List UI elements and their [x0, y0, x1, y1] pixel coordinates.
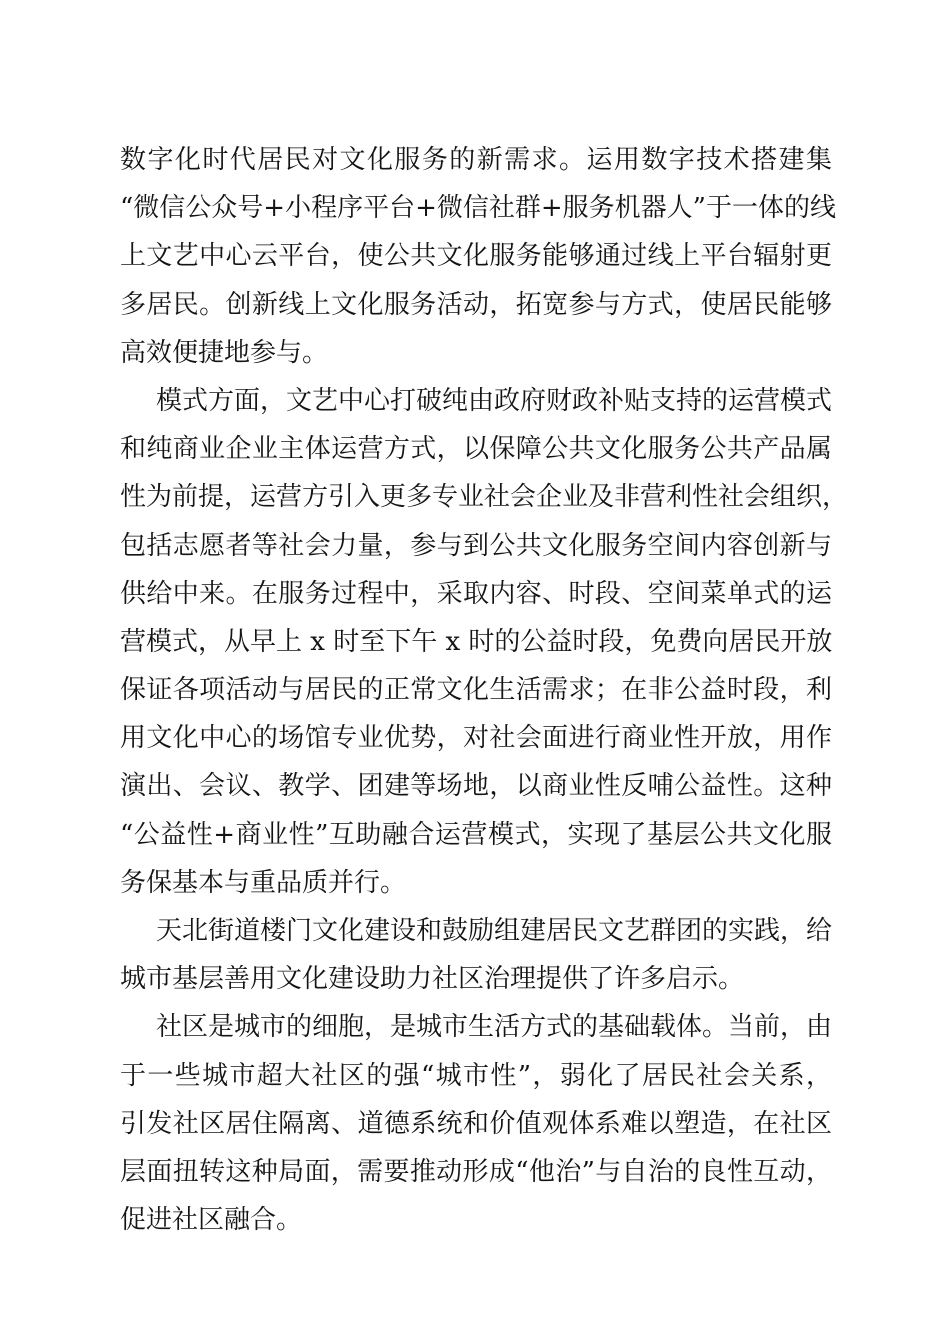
text-line: “公益性+商业性”互助融合运营模式，实现了基层公共文化服	[120, 819, 832, 850]
text-line: 促进社区融合。	[120, 1205, 303, 1236]
text-line: 上文艺中心云平台，使公共文化服务能够通过线上平台辐射更	[120, 241, 832, 272]
text-line: 数字化时代居民对文化服务的新需求。运用数字技术搭建集	[120, 145, 832, 175]
text-line: 用文化中心的场馆专业优势，对社会面进行商业性开放，用作	[120, 723, 832, 754]
paragraph	[120, 907, 832, 1003]
text-line: 和纯商业企业主体运营方式，以保障公共文化服务公共产品属	[120, 434, 832, 465]
text-line: 保证各项活动与居民的正常文化生活需求；在非公益时段，利	[120, 675, 832, 706]
text-line: 于一些城市超大社区的强“城市性”，弱化了居民社会关系，	[120, 1060, 832, 1091]
text-line: “微信公众号+小程序平台+微信社群+服务机器人”于一体的线	[120, 193, 836, 224]
document-body	[120, 136, 849, 1244]
text-line: 演出、会议、教学、团建等场地，以商业性反哺公益性。这种	[120, 771, 832, 802]
text-line: 层面扭转这种局面，需要推动形成“他治”与自治的良性互动，	[120, 1156, 832, 1187]
text-line: 引发社区居住隔离、道德系统和价值观体系难以塑造，在社区	[120, 1108, 832, 1139]
text-line: 营模式，从早上 x 时至下午 x 时的公益时段，免费向居民开放	[120, 626, 833, 657]
text-line: 供给中来。在服务过程中，采取内容、时段、空间菜单式的运	[120, 578, 832, 609]
paragraph	[120, 136, 836, 377]
text-line: 高效便捷地参与。	[120, 337, 329, 368]
text-line: 多居民。创新线上文化服务活动，拓宽参与方式，使居民能够	[120, 289, 832, 320]
text-line: 性为前提，运营方引入更多专业社会企业及非营利性社会组织，	[120, 482, 849, 513]
text-line: 城市基层善用文化建设助力社区治理提供了许多启示。	[120, 964, 745, 995]
text-line: 天北街道楼门文化建设和鼓励组建居民文艺群团的实践，给	[156, 916, 833, 946]
text-line: 模式方面，文艺中心打破纯由政府财政补贴支持的运营模式	[156, 385, 833, 416]
paragraph	[120, 1003, 832, 1244]
text-line: 务保基本与重品质并行。	[120, 867, 407, 898]
text-line: 包括志愿者等社会力量，参与到公共文化服务空间内容创新与	[120, 530, 832, 561]
text-line: 社区是城市的细胞，是城市生活方式的基础载体。当前，由	[156, 1012, 833, 1043]
paragraph	[120, 377, 849, 907]
